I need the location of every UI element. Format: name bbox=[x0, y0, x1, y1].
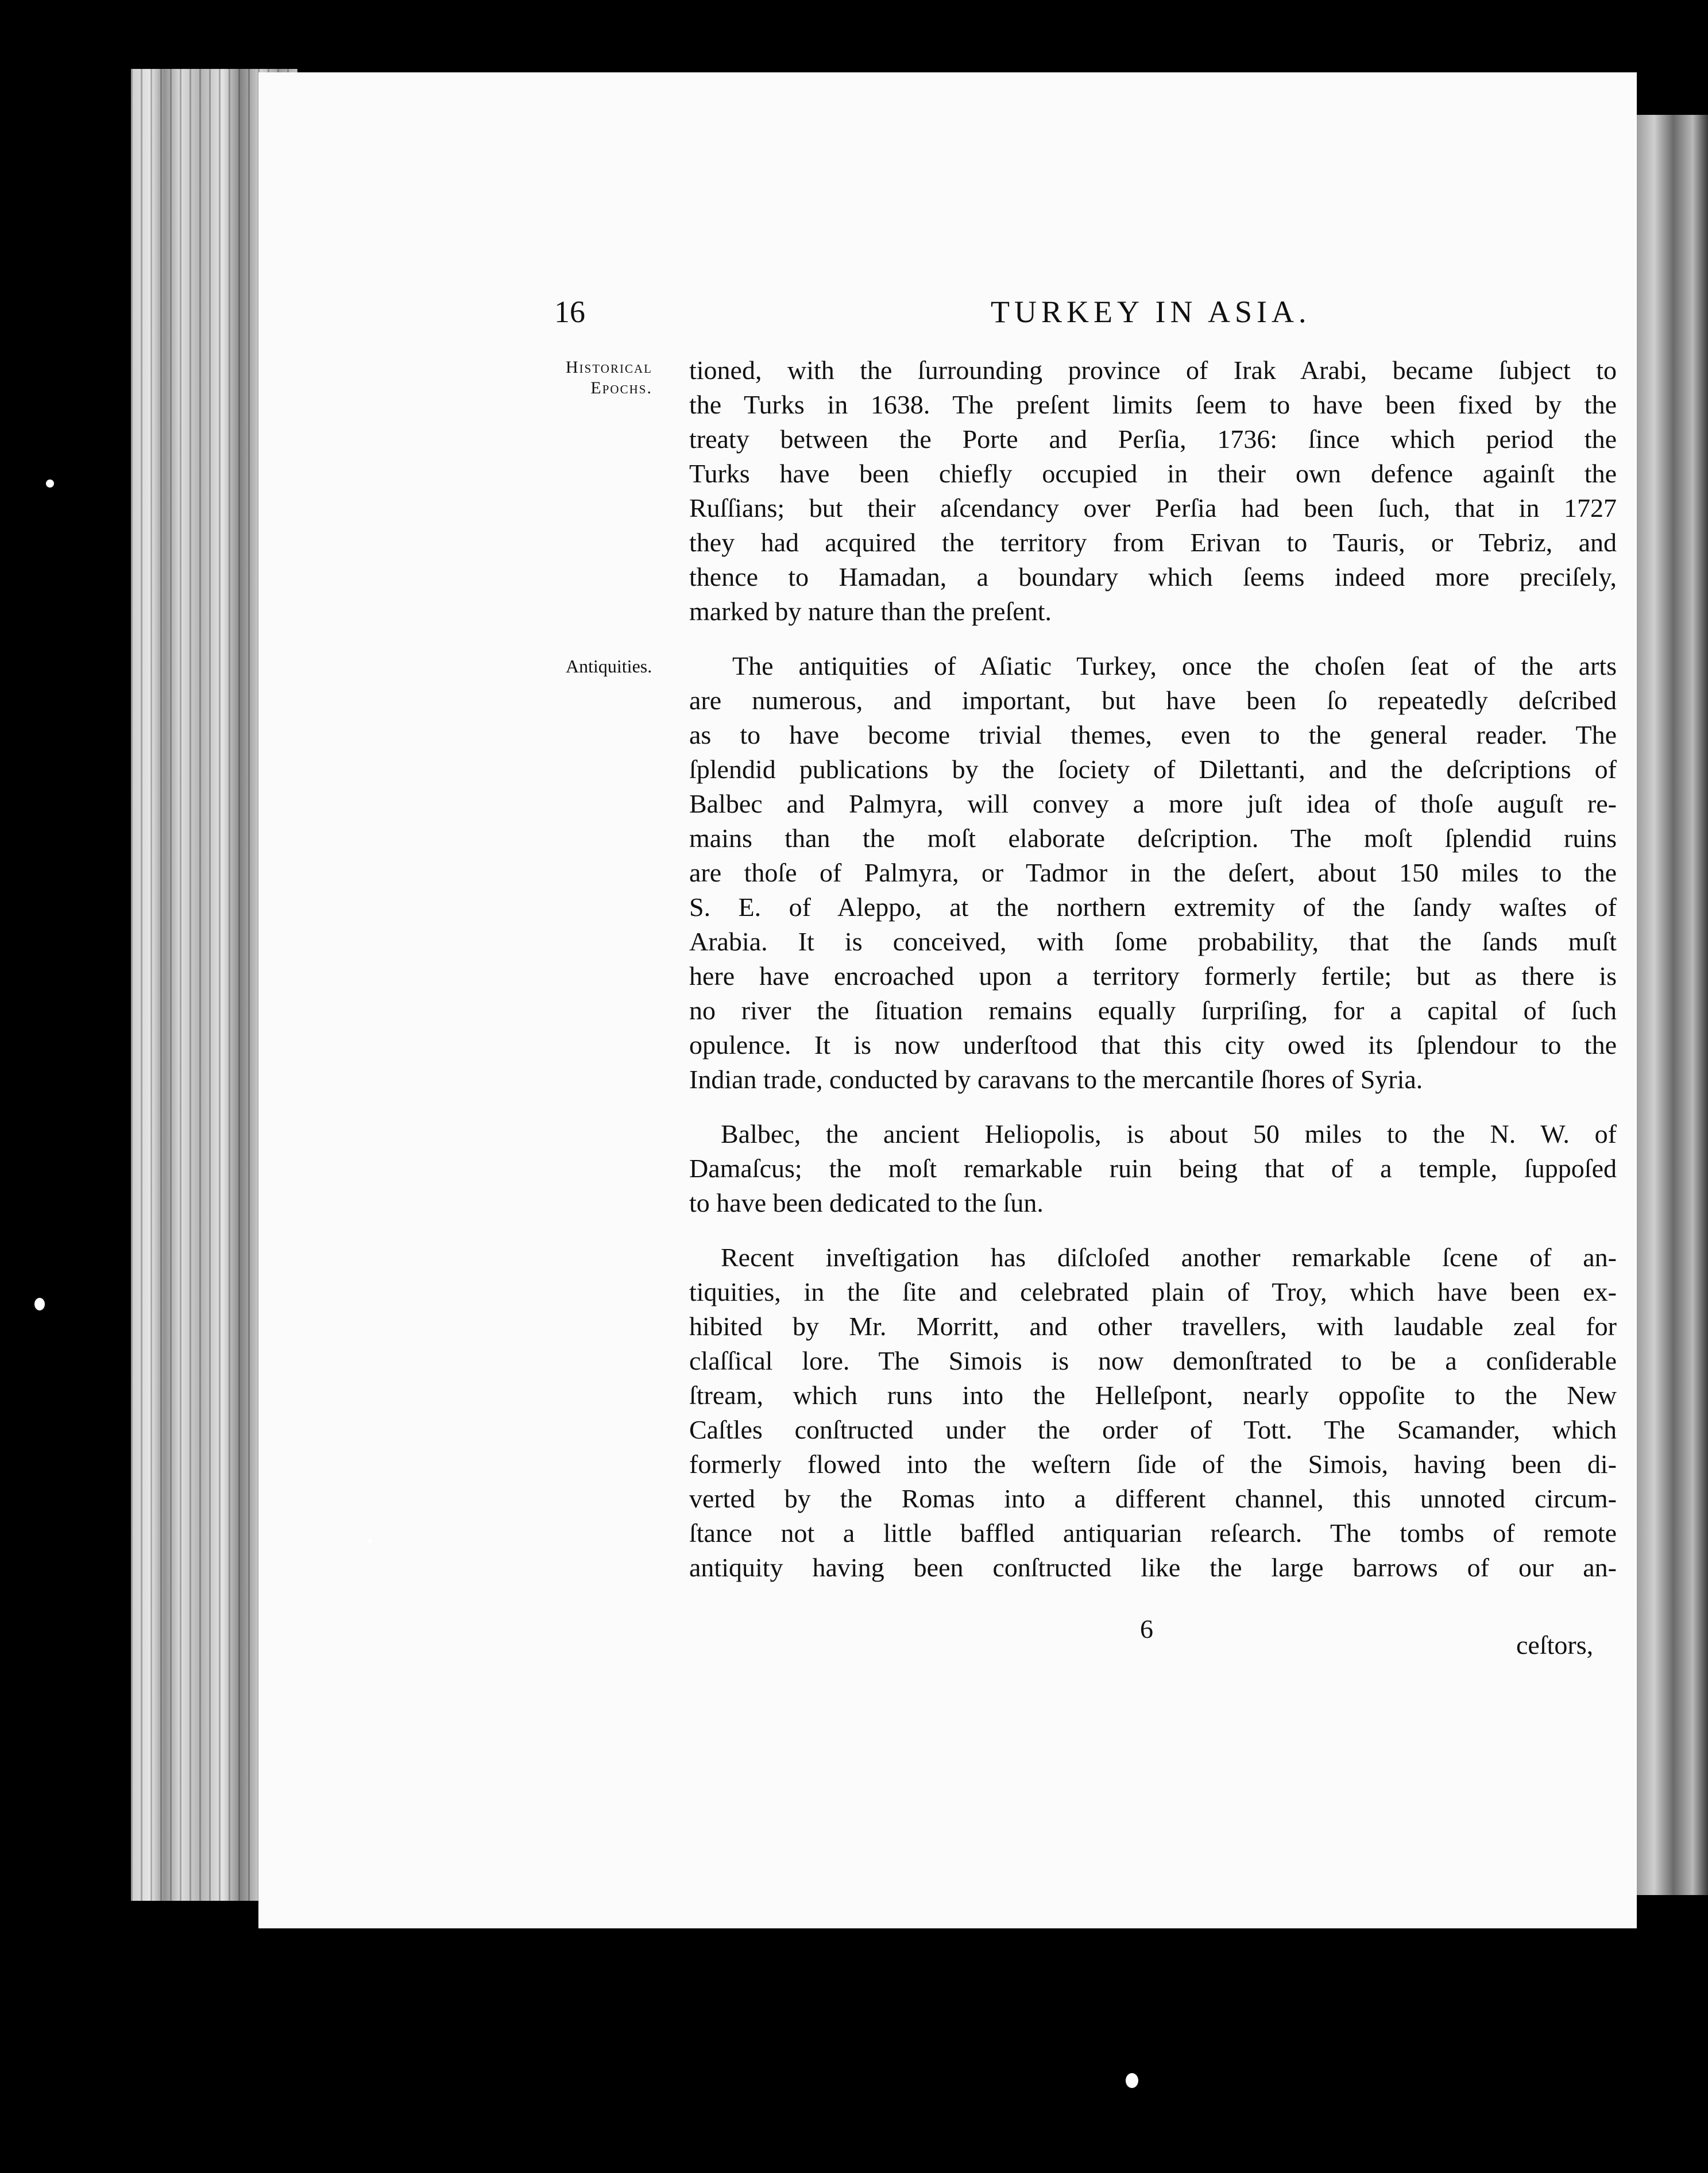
body-line: formerly flowed into the weſtern ſide of the Simois, having been di- bbox=[689, 1449, 1617, 1479]
body-line: Damaſcus; the moſt remarkable ruin being that of a temple, ſuppoſed bbox=[689, 1154, 1617, 1183]
scan-speck bbox=[1126, 2073, 1138, 2088]
scan-speck bbox=[368, 1539, 372, 1544]
signature-mark: 6 bbox=[1140, 1614, 1153, 1644]
scan-speck bbox=[34, 1298, 45, 1310]
body-line: are numerous, and important, but have been ſo repeatedly deſcribed bbox=[689, 686, 1617, 715]
body-line: Ruſſians; but their aſcendancy over Perſia had been ſuch, that in 1727 bbox=[689, 493, 1617, 523]
body-line: thence to Hamadan, a boundary which ſeems indeed more preciſely, bbox=[689, 562, 1617, 591]
body-line: to have been dedicated to the ſun. bbox=[689, 1188, 1044, 1217]
body-line: ſtance not a little baffled antiquarian reſearch. The tombs of remote bbox=[689, 1518, 1617, 1548]
body-line: treaty between the Porte and Perſia, 1736: ſince which period the bbox=[689, 424, 1617, 454]
body-line: here have encroached upon a territory formerly fertile; but as there is bbox=[689, 961, 1617, 991]
body-line: opulence. It is now underſtood that this city owed its ſplendour to the bbox=[689, 1030, 1617, 1060]
body-line: as to have become trivial themes, even to the general reader. The bbox=[689, 720, 1617, 749]
body-line: Balbec and Palmyra, will convey a more juſt idea of thoſe auguſt re- bbox=[689, 789, 1617, 818]
body-line: Caſtles conſtructed under the order of Tott. The Scamander, which bbox=[689, 1415, 1617, 1444]
sidenote-antiquities: Antiquities. bbox=[566, 656, 652, 676]
body-line: claſſical lore. The Simois is now demonſtrated to be a conſiderable bbox=[689, 1346, 1617, 1375]
body-line: verted by the Romas into a different channel, this unnoted circum- bbox=[689, 1484, 1617, 1513]
running-head: TURKEY IN ASIA. bbox=[991, 295, 1311, 329]
body-line: Arabia. It is conceived, with ſome probability, that the ſands muſt bbox=[689, 927, 1617, 956]
body-line: tioned, with the ſurrounding province of Irak Arabi, became ſubject to bbox=[689, 355, 1617, 385]
right-page-edge bbox=[1631, 115, 1708, 1895]
body-line: Turks have been chiefly occupied in their own defence againſt the bbox=[689, 459, 1617, 488]
body-line: Balbec, the ancient Heliopolis, is about 50 miles to the N. W. of bbox=[721, 1119, 1617, 1149]
body-line: the Turks in 1638. The preſent limits ſeem to have been fixed by the bbox=[689, 390, 1617, 419]
body-line: marked by nature than the preſent. bbox=[689, 597, 1052, 626]
body-line: tiquities, in the ſite and celebrated plain of Troy, which have been ex- bbox=[689, 1277, 1617, 1306]
catchword: ceſtors, bbox=[1516, 1630, 1594, 1660]
page-number: 16 bbox=[554, 295, 585, 329]
body-line: Indian trade, conducted by caravans to the mercantile ſhores of Syria. bbox=[689, 1065, 1423, 1094]
body-line: The antiquities of Aſiatic Turkey, once the choſen ſeat of the arts bbox=[732, 651, 1617, 680]
body-line: mains than the moſt elaborate deſcription. The moſt ſplendid ruins bbox=[689, 823, 1617, 853]
body-line: they had acquired the territory from Erivan to Tauris, or Tebriz, and bbox=[689, 528, 1617, 557]
body-line: ſplendid publications by the ſociety of Dilettanti, and the deſcriptions of bbox=[689, 755, 1617, 784]
body-line: Recent inveſtigation has diſcloſed another remarkable ſcene of an- bbox=[721, 1243, 1617, 1272]
scan-speck bbox=[46, 480, 54, 488]
body-line: hibited by Mr. Morritt, and other travellers, with laudable zeal for bbox=[689, 1312, 1617, 1341]
body-line: antiquity having been conſtructed like the large barrows of our an- bbox=[689, 1553, 1617, 1582]
body-line: S. E. of Aleppo, at the northern extremity of the ſandy waſtes of bbox=[689, 892, 1617, 922]
body-line: are thoſe of Palmyra, or Tadmor in the deſert, about 150 miles to the bbox=[689, 858, 1617, 887]
body-line: ſtream, which runs into the Helleſpont, nearly oppoſite to the New bbox=[689, 1381, 1617, 1410]
sidenote-historical-line2: Epochs. bbox=[590, 378, 652, 397]
sidenote-historical-epochs bbox=[566, 357, 652, 399]
sidenote-historical-line1: Historical bbox=[566, 358, 652, 377]
body-line: no river the ſituation remains equally ſurpriſing, for a capital of ſuch bbox=[689, 996, 1617, 1025]
